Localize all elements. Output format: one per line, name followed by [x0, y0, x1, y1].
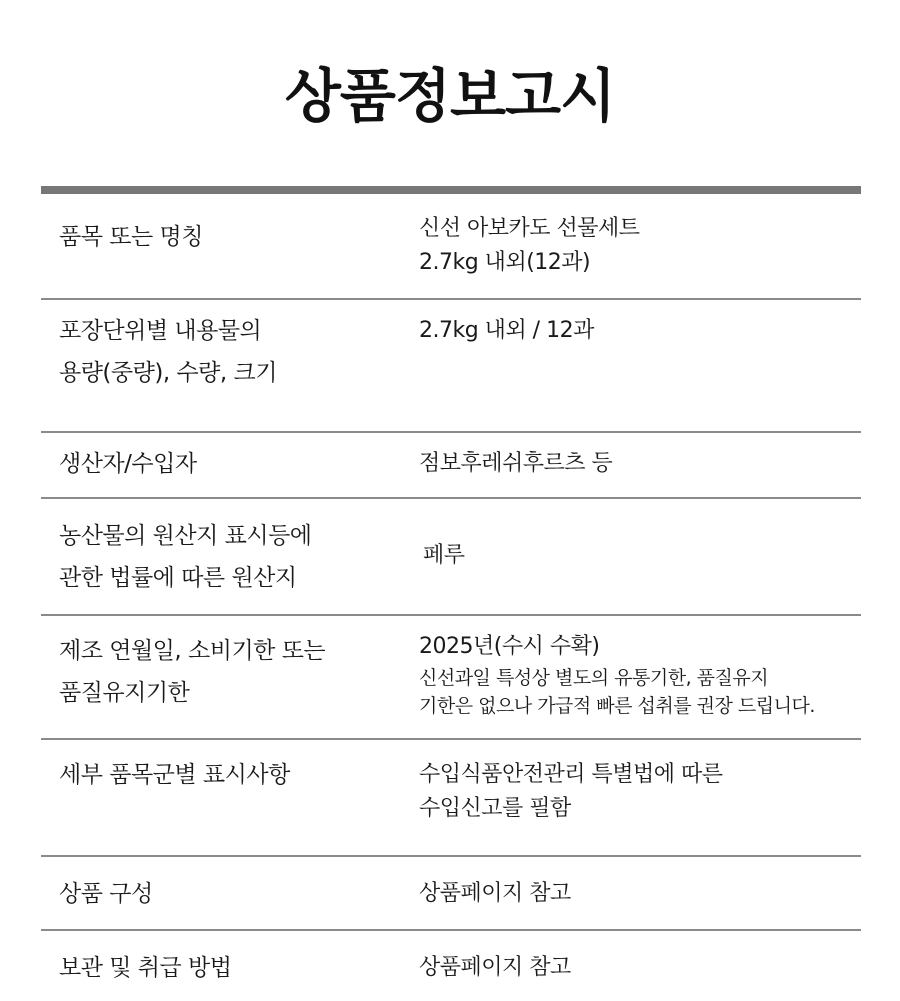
expiry-note: 기한은 없으나 가급적 빠른 섭취를 권장 드립니다.	[419, 695, 815, 717]
row-label: 상품 구성	[59, 881, 153, 907]
row-label: 농산물의 원산지 표시등에 관한 법률에 따른 원산지	[59, 523, 312, 591]
table-row	[41, 616, 861, 740]
table-top-rule	[41, 186, 861, 194]
row-label: 포장단위별 내용물의 용량(중량), 수량, 크기	[59, 318, 277, 386]
table-row	[41, 931, 861, 1001]
table-row	[41, 433, 861, 499]
table-row	[41, 740, 861, 857]
table-row	[41, 499, 861, 616]
row-value: 페루	[423, 543, 465, 568]
table-row	[41, 857, 861, 931]
row-value: 점보후레쉬후르츠 등	[419, 451, 613, 476]
row-label: 생산자/수입자	[59, 451, 197, 477]
page-title: 상품정보고시	[284, 62, 616, 130]
row-label: 세부 품목군별 표시사항	[59, 762, 290, 788]
row-label: 보관 및 취급 방법	[59, 955, 232, 981]
row-value: 신선 아보카도 선물세트 2.7kg 내외(12과)	[419, 216, 640, 275]
expiry-note: 신선과일 특성상 별도의 유통기한, 품질유지	[419, 667, 769, 689]
row-value: 2.7kg 내외 / 12과	[419, 318, 594, 343]
row-value: 상품페이지 참고	[419, 881, 571, 906]
row-label: 품목 또는 명칭	[59, 224, 203, 250]
row-value: 상품페이지 참고	[419, 955, 571, 980]
table-row	[41, 300, 861, 433]
product-info-table	[41, 194, 861, 1001]
row-value: 수입식품안전관리 특별법에 따른 수입신고를 필함	[419, 762, 723, 821]
row-value: 2025년(수시 수확) 신선과일 특성상 별도의 유통기한, 품질유지 기한은 없으나 가급적 빠른 섭취를 권장 드립니다.	[419, 630, 859, 720]
row-label: 제조 연월일, 소비기한 또는 품질유지기한	[59, 638, 326, 706]
table-row	[41, 194, 861, 300]
